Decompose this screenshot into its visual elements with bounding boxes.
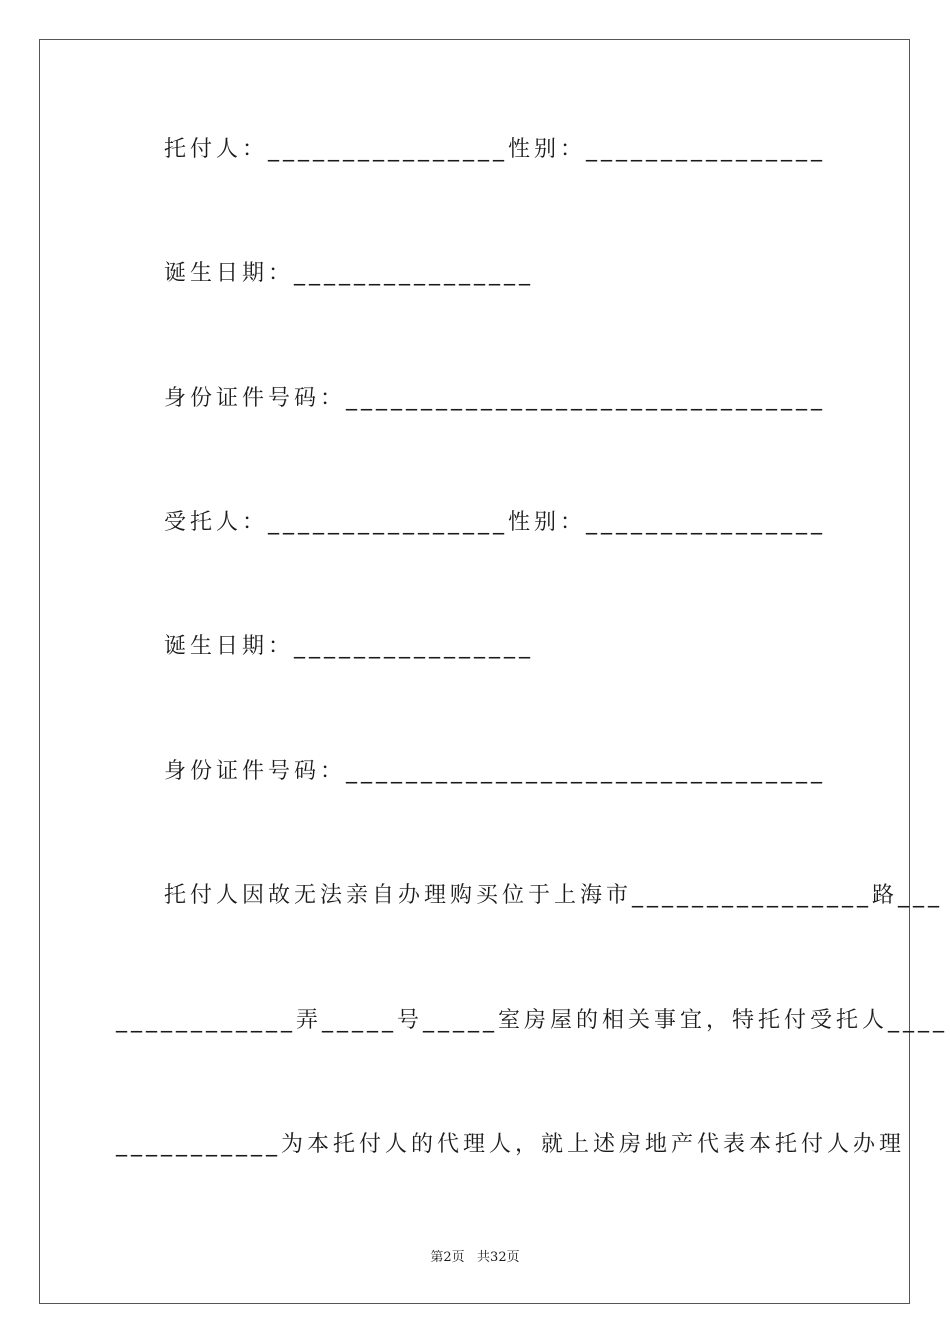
body-paragraph-line-3: ___________为本托付人的代理人，就上述房地产代表本托付人办理: [116, 1132, 906, 1157]
agent-name-gender-line: 受托人：________________性别：________________: [164, 510, 827, 535]
agent-birthdate-line: 诞生日期：________________: [164, 634, 535, 659]
page-frame: [39, 39, 910, 1304]
body-paragraph-line-2: ____________弄_____号_____室房屋的相关事宜，特托付受托人____: [116, 1008, 949, 1033]
body-paragraph-line-1: 托付人因故无法亲自办理购买位于上海市________________路___: [164, 883, 944, 908]
principal-id-number-line: 身份证件号码：________________________________: [164, 386, 827, 411]
agent-id-number-line: 身份证件号码：________________________________: [164, 759, 827, 784]
principal-birthdate-line: 诞生日期：________________: [164, 261, 535, 286]
page-number-footer: 第2页 共32页: [430, 1250, 520, 1265]
principal-name-gender-line: 托付人：________________性别：________________: [164, 137, 827, 162]
